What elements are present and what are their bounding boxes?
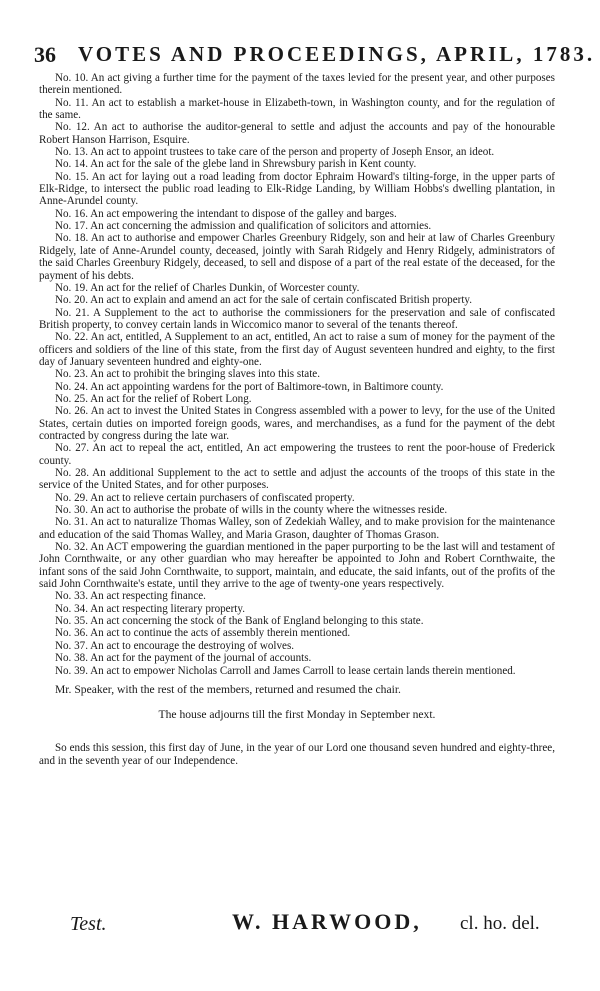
act-entry: No. 21. A Supplement to the act to authorise the commissioners for the preservation and sale of confiscated British property, to convey certain lands in Wiccomico manor to several of the tenants thereof. — [39, 306, 555, 331]
act-entry: No. 20. An act to explain and amend an act for the sale of certain confiscated British property. — [55, 294, 473, 307]
act-entry: No. 29. An act to relieve certain purchasers of confiscated property. — [55, 491, 355, 504]
act-entry: No. 12. An act to authorise the auditor-general to settle and adjust the accounts and pay of the honourable Robert Hanson Harrison, Esquire. — [39, 121, 555, 146]
act-entry: No. 22. An act, entitled, A Supplement to an act, entitled, An act to raise a sum of money for the payment of the officers and soldiers of the line of this state, from the first day of August seventeen hundred and eighty, to the first day of January seventeen hundred and eighty-one. — [39, 331, 555, 368]
acts-list — [39, 72, 555, 677]
act-entry: No. 23. An act to prohibit the bringing slaves into this state. — [55, 368, 320, 381]
act-entry: No. 38. An act for the payment of the journal of accounts. — [55, 652, 312, 665]
act-entry: No. 28. An additional Supplement to the act to settle and adjust the accounts of the troops of this state in the service of the United States, and for other purposes. — [39, 467, 555, 492]
act-entry: No. 26. An act to invest the United States in Congress assembled with a power to levy, for the use of the United States, certain duties on imported foreign goods, wares, and merchandises, as a fund for the payment of the debt contracted by congress during the late war. — [39, 405, 555, 442]
signer-title: cl. ho. del. — [460, 913, 540, 934]
document-body — [39, 72, 555, 780]
speaker-resumed-text: Mr. Speaker, with the rest of the members, returned and resumed the chair. — [55, 682, 401, 696]
act-entry: No. 14. An act for the sale of the glebe land in Shrewsbury parish in Kent county. — [55, 158, 417, 171]
signer-name: W. HARWOOD, — [232, 909, 422, 934]
act-entry: No. 19. An act for the relief of Charles Dunkin, of Worcester county. — [55, 281, 360, 294]
act-entry: No. 39. An act to empower Nicholas Carroll and James Carroll to lease certain lands therein mentioned. — [55, 664, 516, 677]
act-entry: No. 17. An act concerning the admission and qualification of solicitors and attornies. — [55, 220, 432, 233]
act-entry: No. 33. An act respecting finance. — [55, 590, 206, 603]
test-label: Test. — [70, 913, 107, 935]
act-entry: No. 10. An act giving a further time for the payment of the taxes levied for the present year, and other purposes therein mentioned. — [39, 72, 555, 97]
act-entry: No. 15. An act for laying out a road leading from doctor Ephraim Howard's tilting-forge, in the upper parts of Elk-Ridge, to intersect the public road leading to Elk-Ridge Landing, by William Hobbs's dwelling plantation, in Anne-Arundel county. — [39, 170, 555, 208]
act-entry: No. 11. An act to establish a market-house in Elizabeth-town, in Washington county, and for the regulation of the same. — [39, 96, 555, 122]
act-entry: No. 25. An act for the relief of Robert Long. — [55, 392, 252, 405]
page-header — [34, 42, 596, 67]
act-entry: No. 13. An act to appoint trustees to take care of the person and property of Joseph Ensor, an ideot. — [55, 146, 495, 159]
act-entry: No. 31. An act to naturalize Thomas Walley, son of Zedekiah Walley, and to make provision for the maintenance and education of the said Thomas Walley, and Maria Grason, daughter of Thomas Grason. — [39, 516, 555, 541]
session-end-text: So ends this session, this first day of June, in the year of our Lord one thousand seven hundred and eighty-three, and in the seventh year of our Independence. — [39, 742, 555, 768]
act-entry: No. 18. An act to authorise and empower Charles Greenbury Ridgely, son and heir at law of Charles Greenbury Ridgely, late of Anne-Arundel county, deceased, jointly with Sarah Ridgely and Henry Ridgely, administrators of the said Charles Greenbury Ridgely, deceased, to sell and dispose of a part of the real estate of the deceased, for the payment of his debts. — [39, 232, 555, 282]
act-entry: No. 30. An act to authorise the probate of wills in the county where the witnesses reside. — [55, 504, 448, 517]
act-entry: No. 34. An act respecting literary property. — [55, 602, 245, 615]
act-entry: No. 32. An ACT empowering the guardian mentioned in the paper purporting to be the last will and testament of John Cornthwaite, or any other guardian who may hereafter be appointed to John and Robert Cornthwaite, the infant sons of the said John Cornthwaite, to support, maintain, and educate, the said infants, out of the profits of the said John Cornthwaite's estate, until they arrive to the age of twenty-one years respectively. — [39, 541, 555, 591]
adjournment-text: The house adjourns till the first Monday in September next. — [158, 708, 436, 722]
act-entry: No. 27. An act to repeal the act, entitled, An act empowering the trustees to rent the poor-house of Frederick county. — [39, 442, 555, 467]
act-entry: No. 36. An act to continue the acts of assembly therein mentioned. — [55, 627, 351, 640]
act-entry: No. 37. An act to encourage the destroying of wolves. — [55, 639, 295, 652]
running-title: VOTES AND PROCEEDINGS, APRIL, 1783. — [78, 42, 596, 66]
act-entry: No. 35. An act concerning the stock of the Bank of England belonging to this state. — [55, 615, 424, 628]
act-entry: No. 16. An act empowering the intendant to dispose of the galley and barges. — [55, 207, 397, 220]
page-number: 36 — [34, 42, 56, 67]
act-entry: No. 24. An act appointing wardens for the port of Baltimore-town, in Baltimore county. — [55, 380, 444, 393]
signature-block — [70, 909, 550, 937]
